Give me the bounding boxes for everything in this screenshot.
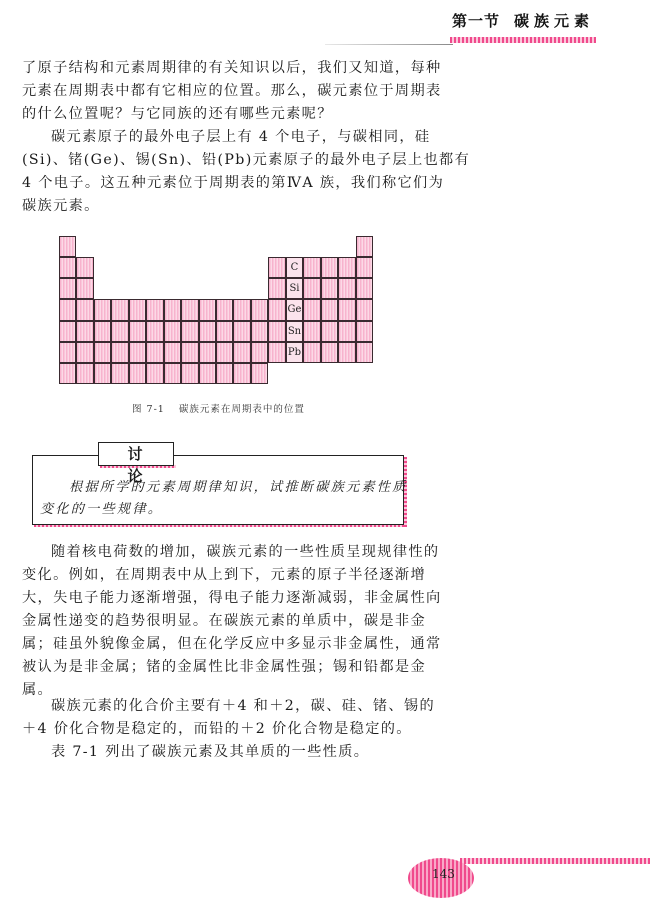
element-cell <box>233 342 250 363</box>
element-cell <box>251 363 268 384</box>
element-cell <box>268 257 285 278</box>
text-line: 被认为是非金属；锗的金属性比非金属性强；锡和铅都是金 <box>22 659 426 675</box>
element-cell <box>59 342 76 363</box>
text-line: 随着核电荷数的增加，碳族元素的一些性质呈现规律性的 <box>51 544 440 560</box>
element-cell <box>356 321 373 342</box>
element-cell <box>111 342 128 363</box>
section-title: 碳族元素 <box>514 12 595 30</box>
element-cell <box>338 342 355 363</box>
element-cell <box>111 299 128 320</box>
element-cell <box>216 363 233 384</box>
valence-paragraph <box>22 695 435 741</box>
element-cell <box>268 321 285 342</box>
section-number: 第一节 <box>452 12 501 30</box>
element-cell <box>181 363 198 384</box>
element-cell <box>129 342 146 363</box>
element-cell <box>164 342 181 363</box>
text-line: (Si)、锗(Ge)、锡(Sn)、铅(Pb)元素原子的最外电子层上也都有 <box>22 152 471 168</box>
element-cell <box>76 278 93 299</box>
element-cell <box>59 236 76 257</box>
element-cell <box>76 299 93 320</box>
trend-paragraph <box>22 541 442 702</box>
element-cell <box>356 257 373 278</box>
table-reference-paragraph <box>22 741 422 764</box>
element-cell <box>216 342 233 363</box>
text-line: 表 7-1 列出了碳族元素及其单质的一些性质。 <box>51 744 370 760</box>
element-cell <box>233 299 250 320</box>
element-cell <box>111 321 128 342</box>
text-line: 属；硅虽外貌像金属，但在化学反应中多显示非金属性，通常 <box>22 636 442 652</box>
discussion-title: 讨 论 <box>98 442 174 466</box>
figure-caption <box>132 401 305 415</box>
text-line: 的什么位置呢？与它同族的还有哪些元素呢？ <box>22 106 333 122</box>
element-cell <box>233 363 250 384</box>
element-cell <box>164 321 181 342</box>
periodic-table-figure <box>59 236 373 384</box>
element-cell <box>303 321 320 342</box>
element-cell <box>94 342 111 363</box>
figure-caption-text: 碳族元素在周期表中的位置 <box>178 404 305 415</box>
element-cell <box>76 363 93 384</box>
element-cell <box>111 363 128 384</box>
element-cell <box>233 321 250 342</box>
element-cell-group-14: Sn <box>286 321 303 342</box>
header-decor-bar <box>450 37 596 43</box>
element-cell <box>94 363 111 384</box>
page-number: 143 <box>432 867 455 881</box>
element-cell <box>59 278 76 299</box>
running-header <box>452 10 594 31</box>
footer-decor-bar <box>460 858 650 864</box>
element-cell <box>199 321 216 342</box>
element-cell <box>356 278 373 299</box>
element-cell <box>356 236 373 257</box>
element-cell <box>251 299 268 320</box>
element-cell <box>199 363 216 384</box>
element-cell <box>251 342 268 363</box>
element-cell <box>76 342 93 363</box>
element-cell <box>146 363 163 384</box>
element-cell <box>129 321 146 342</box>
element-cell <box>356 299 373 320</box>
header-rule <box>325 44 453 45</box>
element-cell <box>338 321 355 342</box>
element-cell <box>321 299 338 320</box>
text-line: 根据所学的元素周期律知识，试推断碳族元素性质 <box>69 480 408 495</box>
element-cell <box>181 342 198 363</box>
element-cell <box>181 299 198 320</box>
element-cell <box>129 363 146 384</box>
element-cell <box>59 257 76 278</box>
element-cell <box>94 299 111 320</box>
element-cell <box>181 321 198 342</box>
intro-paragraph <box>22 57 442 126</box>
element-cell <box>76 321 93 342</box>
element-cell <box>268 299 285 320</box>
element-cell <box>268 342 285 363</box>
element-cell-group-14: Si <box>286 278 303 299</box>
element-cell <box>129 299 146 320</box>
text-line: 了原子结构和元素周期律的有关知识以后，我们又知道，每种 <box>22 60 442 76</box>
element-cell <box>303 299 320 320</box>
element-cell <box>321 278 338 299</box>
element-cell <box>356 342 373 363</box>
element-cell <box>94 321 111 342</box>
element-cell <box>146 342 163 363</box>
element-cell-group-14: C <box>286 257 303 278</box>
element-cell <box>338 257 355 278</box>
text-line: 4 个电子。这五种元素位于周期表的第ⅣA 族，我们称它们为 <box>22 175 445 191</box>
text-line: 属。 <box>22 682 54 698</box>
element-cell <box>59 299 76 320</box>
text-line: 变化。例如，在周期表中从上到下，元素的原子半径逐渐增 <box>22 567 426 583</box>
element-cell-group-14: Pb <box>286 342 303 363</box>
element-cell <box>321 342 338 363</box>
text-line: 元素在周期表中都有它相应的位置。那么，碳元素位于周期表 <box>22 83 442 99</box>
element-cell <box>164 363 181 384</box>
element-cell <box>268 278 285 299</box>
text-line: 碳元素原子的最外电子层上有 4 个电子，与碳相同，硅 <box>51 129 431 145</box>
text-line: 金属性递变的趋势很明显。在碳族元素的单质中，碳是非金 <box>22 613 426 629</box>
electron-paragraph <box>22 126 471 218</box>
text-line: 变化的一些规律。 <box>40 502 164 517</box>
element-cell <box>303 342 320 363</box>
element-cell <box>164 299 181 320</box>
text-line: 大，失电子能力逐渐增强，得电子能力逐渐减弱，非金属性向 <box>22 590 442 606</box>
element-cell <box>303 257 320 278</box>
text-line: ＋4 价化合物是稳定的，而铅的＋2 价化合物是稳定的。 <box>22 721 412 737</box>
element-cell <box>321 321 338 342</box>
element-cell <box>321 257 338 278</box>
element-cell <box>338 278 355 299</box>
element-cell <box>216 299 233 320</box>
element-cell-group-14: Ge <box>286 299 303 320</box>
element-cell <box>303 278 320 299</box>
discussion-text <box>40 477 408 521</box>
element-cell <box>146 299 163 320</box>
element-cell <box>76 257 93 278</box>
text-line: 碳族元素。 <box>22 198 100 214</box>
element-cell <box>199 342 216 363</box>
element-cell <box>146 321 163 342</box>
element-cell <box>199 299 216 320</box>
figure-number: 图 7-1 <box>132 404 165 415</box>
element-cell <box>59 321 76 342</box>
text-line: 碳族元素的化合价主要有＋4 和＋2，碳、硅、锗、锡的 <box>51 698 435 714</box>
element-cell <box>251 321 268 342</box>
element-cell <box>216 321 233 342</box>
element-cell <box>59 363 76 384</box>
element-cell <box>338 299 355 320</box>
